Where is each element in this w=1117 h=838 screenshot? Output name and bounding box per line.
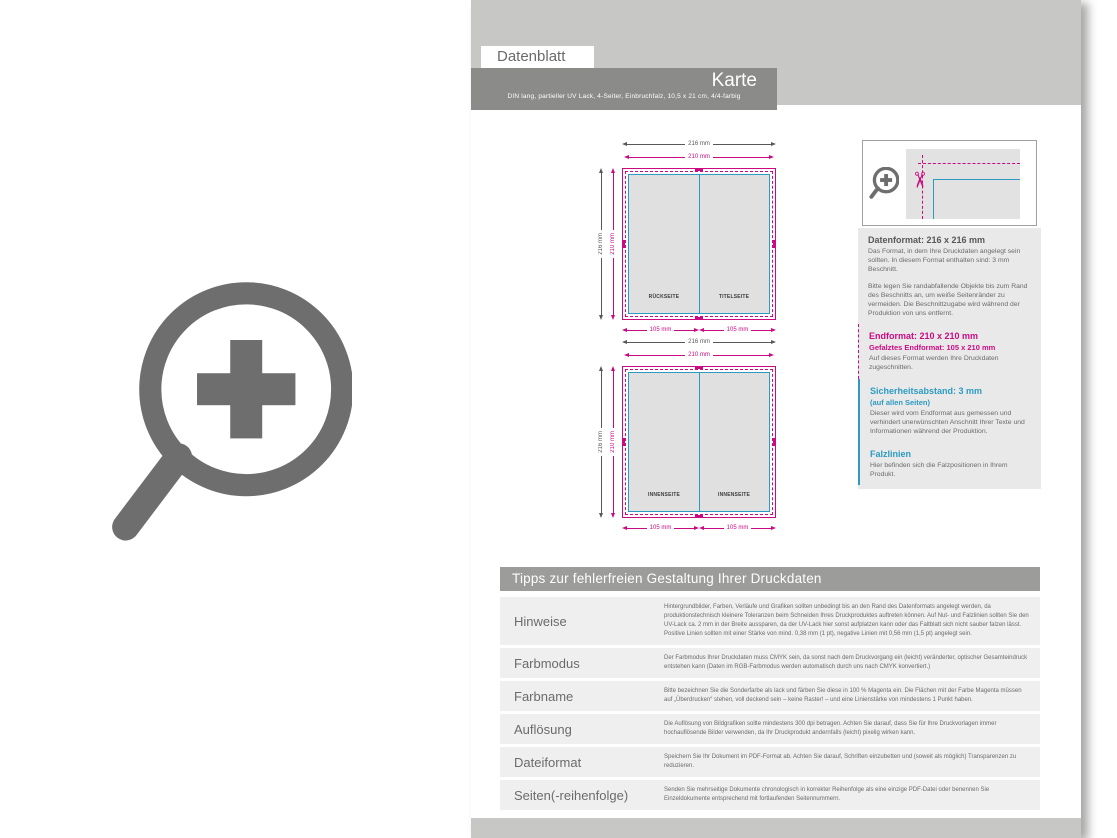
tip-row-farbmodus — [500, 648, 1040, 678]
tip-label: Hinweise — [514, 613, 567, 629]
falzlinien-text: Hier befinden sich die Falzpositionen in Ihrem Produkt. — [870, 462, 1008, 479]
dimension-inner-height: 210 mm — [607, 366, 619, 518]
tip-text: Die Auflösung von Bildgrafiken sollte mindestens 300 dpi betragen. Achten Sie darauf, dass Sie für Ihre Druckvorlagen immer hochauflösende Bilder verwenden, da Ihr Druckprodukt andernfalls (leicht) pixelig wirken kann. — [664, 721, 997, 736]
dimension-inner-height: 210 mm — [607, 168, 619, 320]
section-falzlinien — [858, 442, 1041, 485]
falzlinien-title: Falzlinien — [870, 449, 912, 460]
tip-row-dateiformat — [500, 747, 1040, 777]
bleed-dashed-line-h — [918, 163, 1020, 164]
dimension-left-half: 105 mm — [622, 523, 699, 533]
panel-label-left: INNENSEITE — [647, 492, 680, 498]
tip-label: Farbmodus — [514, 655, 580, 671]
tips-table — [500, 567, 1040, 813]
sicherheitsabstand-subtitle: (auf allen Seiten) — [870, 397, 931, 407]
tip-text: Speichern Sie Ihr Dokument im PDF-Format ab. Achten Sie darauf, Schriften einzubetten und (soweit als möglich) Transparenzen zu reduzieren. — [664, 754, 1017, 769]
tip-label: Farbname — [514, 688, 574, 704]
datenformat-title: Datenformat: 216 x 216 mm — [868, 235, 986, 245]
panel-label-right: INNENSEITE — [717, 492, 750, 498]
tip-label: Auflösung — [514, 721, 572, 737]
tip-label: Seiten(-reihenfolge) — [514, 787, 629, 803]
endformat-title: Endformat: 210 x 210 mm — [869, 331, 979, 342]
fold-diagram-outside — [591, 139, 791, 339]
tip-row-hinweise — [500, 597, 1040, 645]
dimension-outer-width: 216 mm — [622, 139, 776, 149]
bleed-corner-detail — [906, 149, 1020, 219]
safety-line-corner — [933, 179, 1020, 219]
zoom-detail-box — [862, 140, 1037, 226]
card-surface — [628, 372, 770, 512]
dimension-outer-width: 216 mm — [622, 337, 776, 347]
endformat-text: Auf dieses Format werden Ihre Druckdaten zugeschnitten. — [869, 355, 999, 372]
dimension-right-half: 105 mm — [699, 325, 776, 335]
datasheet-page — [471, 0, 1081, 838]
card-bleed-box — [622, 168, 776, 320]
tip-row-aufloesung — [500, 714, 1040, 744]
tip-text: Bitte bezeichnen Sie die Sonderfarbe als lack und färben Sie diese in 100 % Magenta ein. Die Flächen mit der Farbe Magenta müssen auf „Überdrucken“ stehen, voll deckend sein – keine Raster! – und eine Linienstärke von mindestens 1 Punkt haben. — [664, 688, 1022, 703]
tip-text: Der Farbmodus Ihrer Druckdaten muss CMYK sein, da sonst nach dem Druckvorgang ein (leicht) veränderter, optischer Gesamteindruck entstehen kann (Daten im RGB-Farbmodus werden automatisch durch uns nach CMYK konvertiert.) — [664, 655, 1028, 670]
datenblatt-tab[interactable]: Datenblatt — [481, 46, 594, 68]
title-bar — [471, 68, 777, 110]
page-title: Karte — [711, 70, 757, 91]
bottom-gray-band — [471, 818, 1081, 838]
tip-row-seitenreihenfolge — [500, 780, 1040, 810]
panel-label-left: RÜCKSEITE — [648, 294, 680, 300]
sicherheitsabstand-text: Dieser wird vom Endformat aus gemessen und verhindert unerwünschten Anschnitt Ihrer Texte und Informationen während der Produktion. — [870, 409, 1025, 435]
section-datenformat — [858, 228, 1041, 324]
card-bleed-box — [622, 366, 776, 518]
cut-line-box — [625, 171, 773, 317]
tip-row-farbname — [500, 681, 1040, 711]
dimension-inner-width: 210 mm — [624, 152, 774, 162]
fold-line — [699, 373, 700, 511]
scissors-icon: ✂ — [907, 170, 933, 190]
format-info-column — [858, 228, 1041, 489]
dimension-outer-height: 216 mm — [595, 366, 607, 518]
cut-line-box — [625, 369, 773, 515]
zoom-plus-icon-small — [869, 167, 899, 200]
endformat-subtitle: Gefalztes Endformat: 105 x 210 mm — [869, 343, 996, 353]
tip-text: Hintergrundbilder, Farben, Verläufe und Grafiken sollten unbedingt bis an den Rand des Datenformats angelegt werden, da produktionstechnisch kleinere Toleranzen beim Schneiden Ihres Druckproduktes auftreten können. Auf Nut- und Falzlinien sollten Sie den UV-Lack ca. 2 mm in der Breite aussparen, da der UV-Lack hier sonst aufplatzen kann oder das Faltblatt sich nicht sauber falzen lässt. Positive Linien sollten mit einer Stärke von mind. 0,38 mm (1 pt), negative Linien mit 0,56 mm (1,5 pt) angelegt sein. — [664, 604, 1029, 637]
datenformat-text-2: Bitte legen Sie randabfallende Objekte bis zum Rand des Beschnitts an, um weiße Seitenränder zu vermeiden. Die Beschnittzugabe wird während der Produktion von uns entfernt. — [868, 282, 1028, 318]
card-surface — [628, 174, 770, 314]
tip-text: Senden Sie mehrseitige Dokumente chronologisch in korrekter Reihenfolge als eine einzige PDF-Datei oder benennen Sie Einzeldokumente entsprechend mit fortlaufenden Seitennummern. — [664, 787, 990, 802]
dimension-left-half: 105 mm — [622, 325, 699, 335]
section-endformat — [858, 324, 1041, 378]
fold-line — [699, 175, 700, 313]
dimension-inner-width: 210 mm — [624, 350, 774, 360]
page-subtitle: DIN lang, partieller UV Lack, 4-Seiter, Einbruchfalz, 10,5 x 21 cm, 4/4-farbig — [507, 93, 741, 100]
dimension-right-half: 105 mm — [699, 523, 776, 533]
tip-label: Dateiformat — [514, 754, 582, 770]
sicherheitsabstand-title: Sicherheitsabstand: 3 mm — [870, 385, 983, 396]
panel-label-right: TITELSEITE — [718, 294, 750, 300]
fold-diagram-inside — [591, 337, 791, 537]
section-sicherheitsabstand — [858, 379, 1041, 443]
zoom-plus-icon[interactable] — [106, 282, 352, 553]
datenformat-text-1: Das Format, in dem Ihre Druckdaten angelegt sein sollten. In diesem Format enthalten sind: 3 mm Beschnitt. — [868, 248, 1021, 274]
tips-header: Tipps zur fehlerfreien Gestaltung Ihrer Druckdaten — [500, 567, 1040, 591]
dimension-outer-height: 216 mm — [595, 168, 607, 320]
